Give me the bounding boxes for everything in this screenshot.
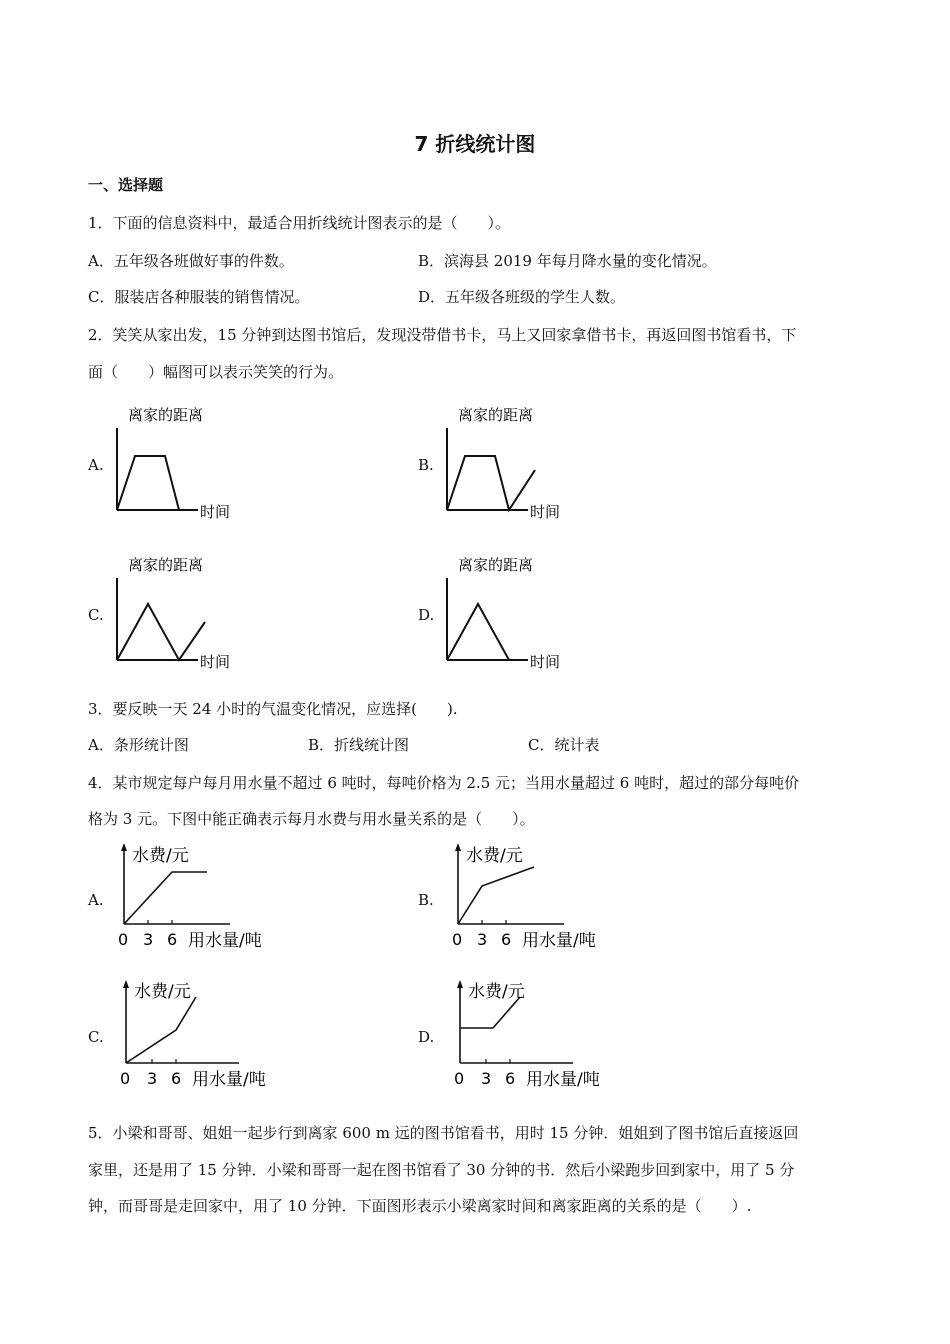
q2-graph-a	[110, 400, 250, 525]
q2-graph-a-xlabel: 时间	[200, 503, 231, 521]
q2-graph-c-ylabel: 离家的距离	[128, 556, 204, 574]
q4-graph-b	[446, 838, 621, 953]
y-axis-arrow	[455, 843, 461, 851]
graph-line	[126, 997, 196, 1063]
q2-graph-c-xlabel: 时间	[200, 653, 231, 671]
q2-graph-d-ylabel: 离家的距离	[458, 556, 534, 574]
q4-graph-a-ylabel: 水费/元	[132, 846, 189, 866]
q4-graph-a	[112, 838, 287, 953]
q2-label-c[interactable]: C.	[88, 606, 104, 624]
tick-label-6: 6	[171, 1069, 182, 1088]
y-axis-arrow	[457, 980, 463, 988]
graph-line	[447, 456, 535, 510]
q3-stem: 3．要反映一天 24 小时的气温变化情况，应选择( ).	[88, 700, 458, 718]
q4-label-c[interactable]: C.	[88, 1028, 104, 1046]
q1-option-c[interactable]: C．服装店各种服装的销售情况。	[88, 288, 310, 306]
graph-line	[117, 604, 205, 660]
q4-label-d[interactable]: D.	[418, 1028, 435, 1046]
q1-option-a[interactable]: A．五年级各班做好事的件数。	[88, 252, 294, 270]
q4-graph-c-ylabel: 水费/元	[134, 982, 191, 1002]
q4-label-b[interactable]: B.	[418, 891, 434, 909]
q3-option-b[interactable]: B．折线统计图	[308, 736, 410, 754]
tick-label-6: 6	[167, 930, 178, 949]
graph-line	[124, 872, 207, 924]
q3-option-a[interactable]: A．条形统计图	[88, 736, 189, 754]
q4-graph-d-xlabel: 用水量/吨	[526, 1070, 600, 1090]
q5-stem-line3: 钟，而哥哥是走回家中，用了 10 分钟．下面图形表示小梁离家时间和离家距离的关系的是（ ）.	[88, 1197, 752, 1215]
q4-label-a[interactable]: A.	[88, 891, 104, 909]
q2-label-d[interactable]: D.	[418, 606, 435, 624]
graph-line	[117, 456, 179, 510]
q2-stem-line1: 2．笑笑从家出发，15 分钟到达图书馆后，发现没带借书卡，马上又回家拿借书卡，再返回图书馆看书，下	[88, 326, 797, 344]
section-heading: 一、选择题	[88, 176, 164, 194]
q4-stem-line1: 4．某市规定每户每月用水量不超过 6 吨时，每吨价格为 2.5 元；当用水量超过 6 吨时，超过的部分每吨价	[88, 774, 800, 792]
q2-stem-line2: 面（ ）幅图可以表示笑笑的行为。	[88, 363, 344, 381]
q4-stem-line2: 格为 3 元。下图中能正确表示每月水费与用水量关系的是（ ）。	[88, 810, 535, 828]
tick-label-6: 6	[505, 1069, 516, 1088]
q4-graph-c-xlabel: 用水量/吨	[192, 1070, 266, 1090]
q4-graph-b-ylabel: 水费/元	[466, 846, 523, 866]
q4-graph-a-xlabel: 用水量/吨	[188, 931, 262, 951]
tick-label-6: 6	[501, 930, 512, 949]
q2-graph-d	[440, 550, 580, 675]
tick-label-0: 0	[120, 1069, 131, 1088]
q2-graph-d-xlabel: 时间	[530, 653, 561, 671]
tick-label-3: 3	[143, 930, 154, 949]
y-axis-arrow	[121, 843, 127, 851]
q2-graph-b-xlabel: 时间	[530, 503, 561, 521]
q4-graph-c	[114, 975, 294, 1093]
q4-graph-b-xlabel: 用水量/吨	[522, 931, 596, 951]
q1-option-d[interactable]: D．五年级各班级的学生人数。	[418, 288, 626, 306]
tick-label-0: 0	[454, 1069, 465, 1088]
q1-stem: 1．下面的信息资料中，最适合用折线统计图表示的是（ ）。	[88, 214, 511, 232]
q2-graph-a-ylabel: 离家的距离	[128, 406, 204, 424]
q4-graph-d	[448, 975, 628, 1093]
graph-line	[447, 604, 509, 660]
tick-label-3: 3	[147, 1069, 158, 1088]
y-axis-arrow	[123, 980, 129, 988]
q1-option-b[interactable]: B．滨海县 2019 年每月降水量的变化情况。	[418, 252, 717, 270]
tick-label-3: 3	[481, 1069, 492, 1088]
q4-graph-d-ylabel: 水费/元	[468, 982, 525, 1002]
q5-stem-line2: 家里，还是用了 15 分钟．小梁和哥哥一起在图书馆看了 30 分钟的书．然后小梁跑步回到家中，用了 5 分	[88, 1161, 795, 1179]
tick-label-0: 0	[452, 930, 463, 949]
q2-label-b[interactable]: B.	[418, 456, 434, 474]
tick-label-0: 0	[118, 930, 129, 949]
q2-graph-c	[110, 550, 250, 675]
q2-label-a[interactable]: A.	[88, 456, 104, 474]
q5-stem-line1: 5．小梁和哥哥、姐姐一起步行到离家 600 m 远的图书馆看书，用时 15 分钟．姐姐到了图书馆后直接返回	[88, 1124, 799, 1142]
page-title: 7 折线统计图	[414, 132, 536, 156]
tick-label-3: 3	[477, 930, 488, 949]
q2-graph-b-ylabel: 离家的距离	[458, 406, 534, 424]
graph-line	[458, 867, 534, 924]
q2-graph-b	[440, 400, 580, 525]
q3-option-c[interactable]: C．统计表	[528, 736, 600, 754]
